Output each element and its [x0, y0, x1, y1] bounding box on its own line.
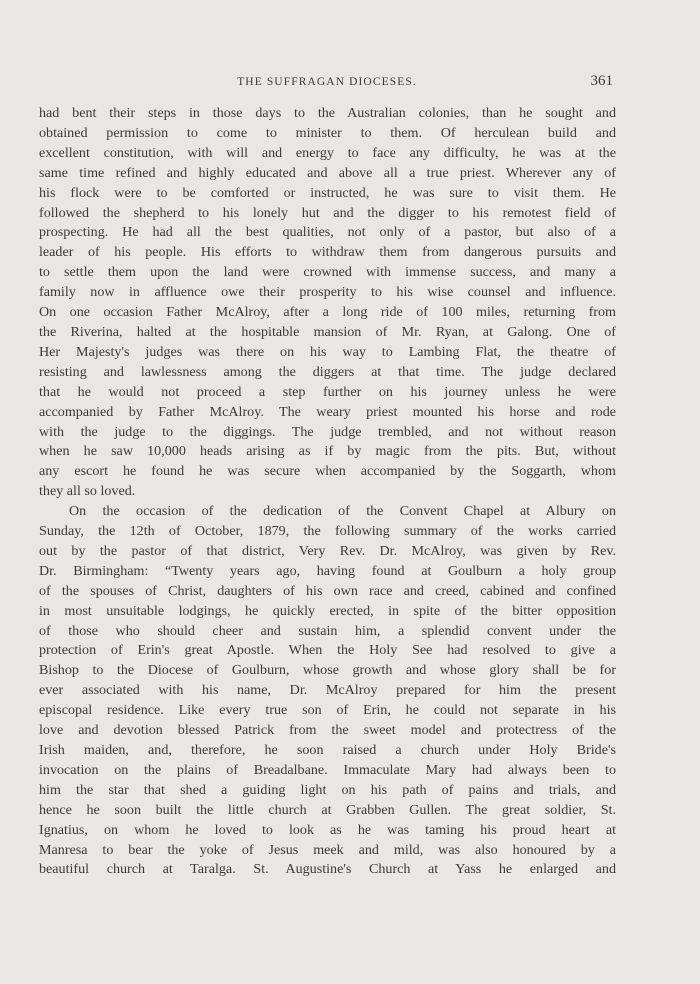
text-line: accompanied by Father McAlroy. The weary priest mounted his horse and rode [39, 403, 616, 420]
text-line: love and devotion blessed Patrick from the sweet model and protectress of the [39, 722, 616, 739]
text-line: any escort he found he was secure when accompanied by the Soggarth, whom [39, 463, 616, 480]
running-title: THE SUFFRAGAN DIOCESES. [237, 76, 417, 88]
text-line: protection of Erin's great Apostle. When the Holy See had resolved to give a [39, 642, 616, 659]
text-line: with the judge to the diggings. The judge trembled, and not without reason [39, 423, 616, 440]
page-number: 361 [590, 73, 613, 89]
text-line: leader of his people. His efforts to withdraw them from dangerous pursuits and [39, 244, 616, 261]
paragraph-first-line: On the occasion of the dedication of the Convent Chapel at Albury on [69, 503, 616, 520]
body-text [39, 104, 616, 880]
text-line: Irish maiden, and, therefore, he soon raised a church under Holy Bride's [39, 742, 616, 758]
text-line: beautiful church at Taralga. St. Augustine's Church at Yass he enlarged and [39, 861, 616, 878]
text-line: that he would not proceed a step further on his journey unless he were [39, 383, 616, 400]
text-line: in most unsuitable lodgings, he quickly erected, in spite of the bitter opposition [39, 602, 616, 619]
text-line: prospecting. He had all the best qualities, not only of a pastor, but also of a [39, 224, 616, 241]
page-header [41, 73, 613, 93]
text-line: when he saw 10,000 heads arising as if by magic from the pits. But, without [39, 443, 616, 460]
text-line: invocation on the plains of Breadalbane. Immaculate Mary had always been to [39, 761, 616, 778]
text-line: had bent their steps in those days to the Australian colonies, than he sought and [39, 105, 616, 121]
text-line: to settle them upon the land were crowned with immense success, and many a [39, 264, 616, 281]
text-line: Sunday, the 12th of October, 1879, the following summary of the works carried [39, 523, 616, 540]
text-line: the Riverina, halted at the hospitable mansion of Mr. Ryan, at Galong. One of [39, 323, 616, 340]
text-line: excellent constitution, with will and energy to face any difficulty, he was at the [39, 144, 616, 161]
text-line: of those who should cheer and sustain him, a splendid convent under the [39, 622, 616, 639]
text-line: Her Majesty's judges was there on his way to Lambing Flat, the theatre of [39, 343, 616, 360]
text-line: episcopal residence. Like every true son of Erin, he could not separate in his [39, 702, 616, 719]
text-line: of the spouses of Christ, daughters of his own race and creed, cabined and confined [39, 582, 616, 599]
text-line: out by the pastor of that district, Very Rev. Dr. McAlroy, was given by Rev. [39, 542, 616, 559]
text-line: hence he soon built the little church at Grabben Gullen. The great soldier, St. [39, 801, 616, 818]
text-line: his flock were to be comforted or instructed, he was sure to visit them. He [39, 184, 616, 201]
text-line: obtained permission to come to minister to them. Of herculean build and [39, 124, 616, 141]
text-line: On one occasion Father McAlroy, after a long ride of 100 miles, returning from [39, 304, 616, 321]
text-line: Manresa to bear the yoke of Jesus meek and mild, was also honoured by a [39, 841, 616, 858]
text-line: family now in affluence owe their prosperity to his wise counsel and influence. [39, 284, 616, 301]
paragraph-last-line: they all so loved. [39, 483, 136, 500]
text-line: Dr. Birmingham: “Twenty years ago, having found at Goulburn a holy group [39, 562, 616, 579]
text-line: followed the shepherd to his lonely hut and the digger to his remotest field of [39, 204, 616, 221]
text-line: Bishop to the Diocese of Goulburn, whose growth and whose glory shall be for [39, 662, 616, 679]
text-line: him the star that shed a guiding light on his path of pains and trials, and [39, 781, 616, 798]
text-line: ever associated with his name, Dr. McAlroy prepared for him the present [39, 682, 616, 699]
text-line: same time refined and highly educated and above all a true priest. Wherever any of [39, 164, 616, 181]
text-line: Ignatius, on whom he loved to look as he was taming his proud heart at [39, 821, 616, 838]
text-line: resisting and lawlessness among the diggers at that time. The judge declared [39, 363, 616, 380]
